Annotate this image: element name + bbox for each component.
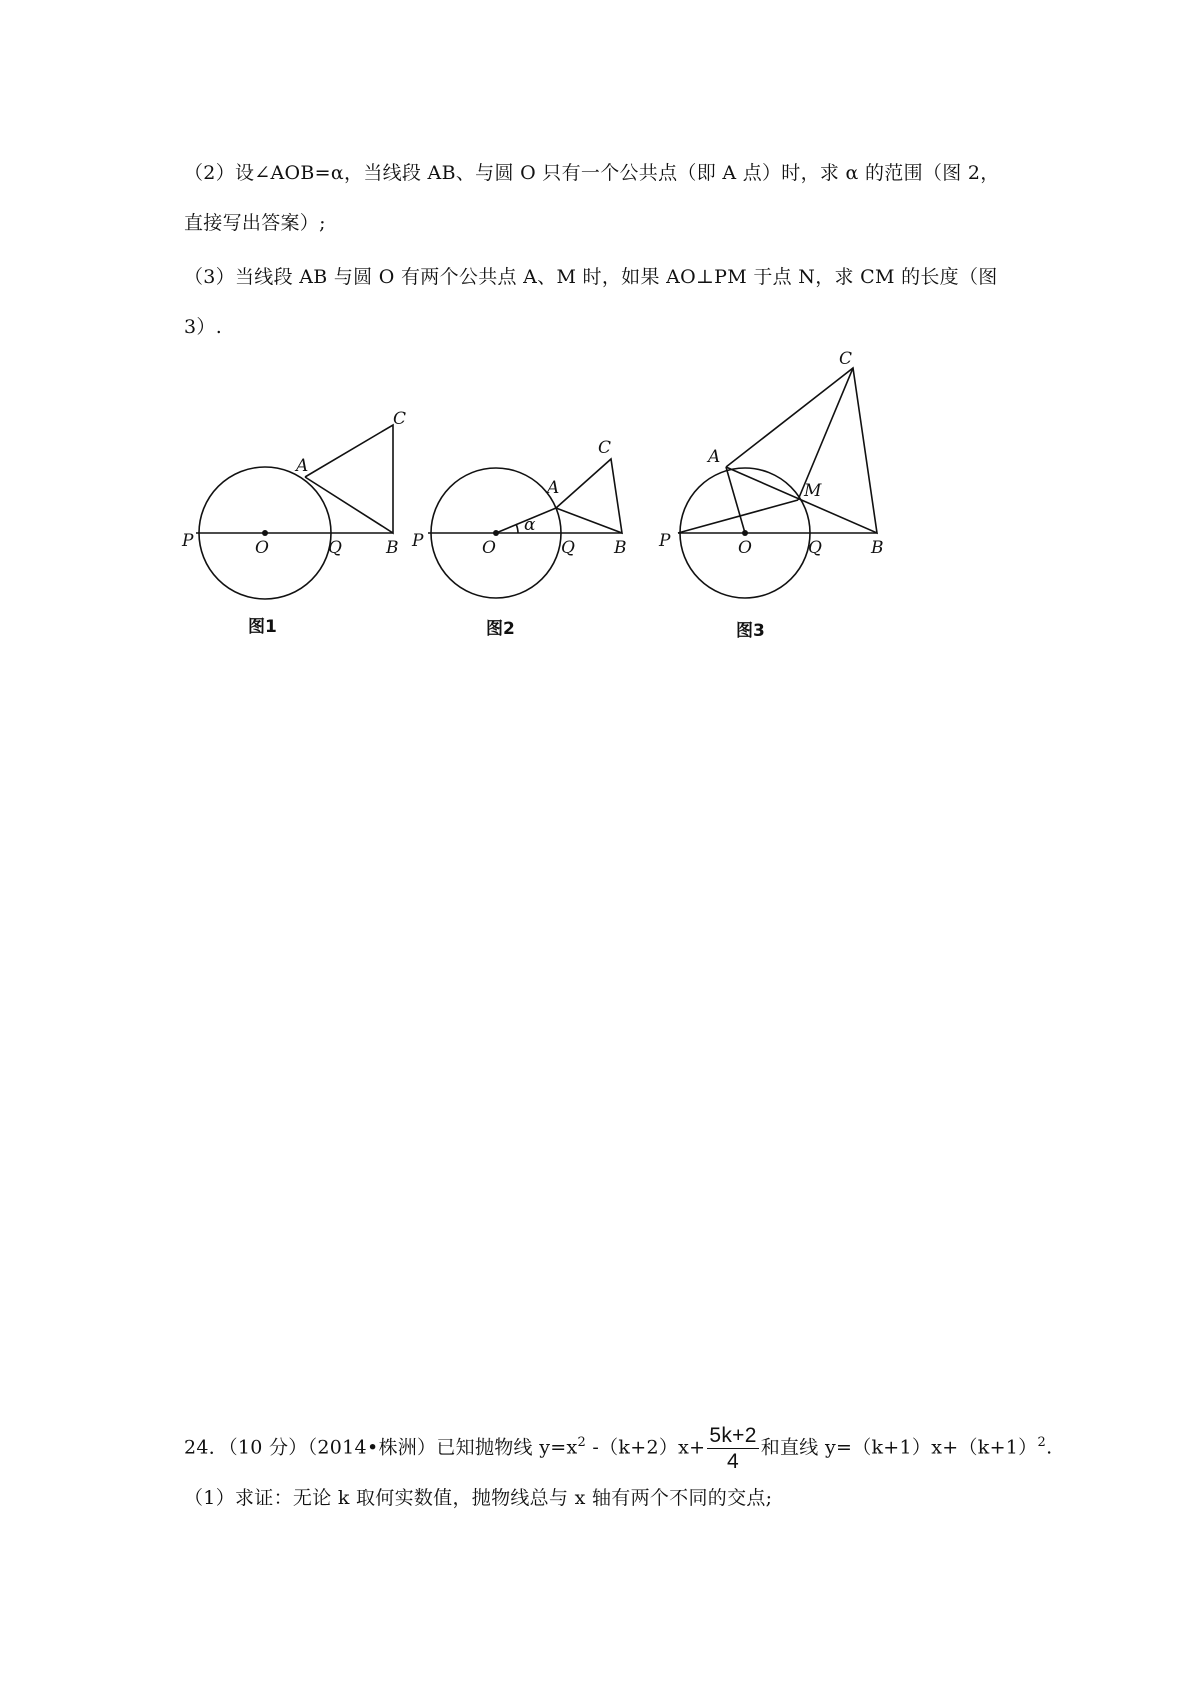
problem24-tail: 和直线 y=（k+1）x+（k+1） — [760, 1436, 1038, 1459]
problem24-part1: （1）求证：无论 k 取何实数值，抛物线总与 x 轴有两个不同的交点; — [184, 1487, 773, 1509]
fig2-label-a: A — [547, 478, 560, 498]
problem23-part2-line1: （2）设∠AOB=α，当线段 AB、与圆 O 只有一个公共点（即 A 点）时，求 α 的范围（图 2， — [184, 162, 1000, 184]
problem24-fraction — [707, 1425, 758, 1472]
fig3-label-b: B — [871, 538, 884, 558]
problem24-head: 24．（10 分）（2014•株洲）已知抛物线 y=x — [184, 1436, 578, 1459]
fig1-center-dot — [262, 530, 268, 536]
fig3-line-ao — [726, 467, 745, 533]
fig3-label-q: Q — [808, 538, 822, 558]
fig2-center-dot — [493, 530, 499, 536]
problem23-part2-line2: 直接写出答案）; — [184, 212, 326, 234]
fig2-label-p: P — [412, 531, 424, 551]
fig3-caption: 图3 — [736, 621, 765, 641]
fig1-label-o: O — [255, 538, 269, 558]
fig1-caption: 图1 — [248, 617, 277, 637]
fig3-center-dot — [742, 530, 748, 536]
fig2-label-c: C — [598, 438, 612, 458]
fig1-label-c: C — [393, 409, 407, 429]
fig1-label-q: Q — [328, 538, 342, 558]
fig3-label-m: M — [804, 481, 822, 501]
fig2-label-b: B — [614, 538, 627, 558]
fraction-numerator: 5k+2 — [709, 1424, 757, 1447]
fig3-label-c: C — [839, 349, 853, 369]
fig2-angle-arc — [516, 524, 518, 533]
fig3-label-a: A — [708, 447, 721, 467]
fig2-caption: 图2 — [486, 619, 515, 639]
problem24-mid: -（k+2）x+ — [586, 1436, 706, 1459]
fig2-triangle-abc — [556, 459, 622, 533]
fig3-line-pm — [678, 500, 798, 533]
fig3-triangle-abc — [726, 368, 877, 533]
problem24-exp: 2 — [577, 1435, 587, 1451]
fig1-triangle-abc — [305, 425, 393, 533]
problem24-tail-exp: 2 — [1037, 1435, 1047, 1451]
fig2-label-alpha: α — [524, 515, 536, 535]
fig1-label-b: B — [386, 538, 399, 558]
figure-3 — [678, 368, 877, 598]
fraction-denominator: 4 — [727, 1450, 740, 1473]
geometry-figures — [0, 0, 1200, 700]
figure-1 — [196, 425, 393, 599]
fig2-label-q: Q — [561, 538, 575, 558]
fig2-label-o: O — [482, 538, 496, 558]
problem24-end: . — [1046, 1436, 1053, 1459]
fig1-label-p: P — [182, 531, 194, 551]
fig3-label-o: O — [738, 538, 752, 558]
problem24-statement — [184, 1425, 1052, 1472]
fig3-label-p: P — [659, 531, 671, 551]
problem23-part3-line2: 3）. — [184, 316, 223, 338]
problem23-part3-line1: （3）当线段 AB 与圆 O 有两个公共点 A、M 时，如果 AO⊥PM 于点 N，求 CM 的长度（图 — [184, 266, 998, 288]
fig1-label-a: A — [296, 456, 309, 476]
